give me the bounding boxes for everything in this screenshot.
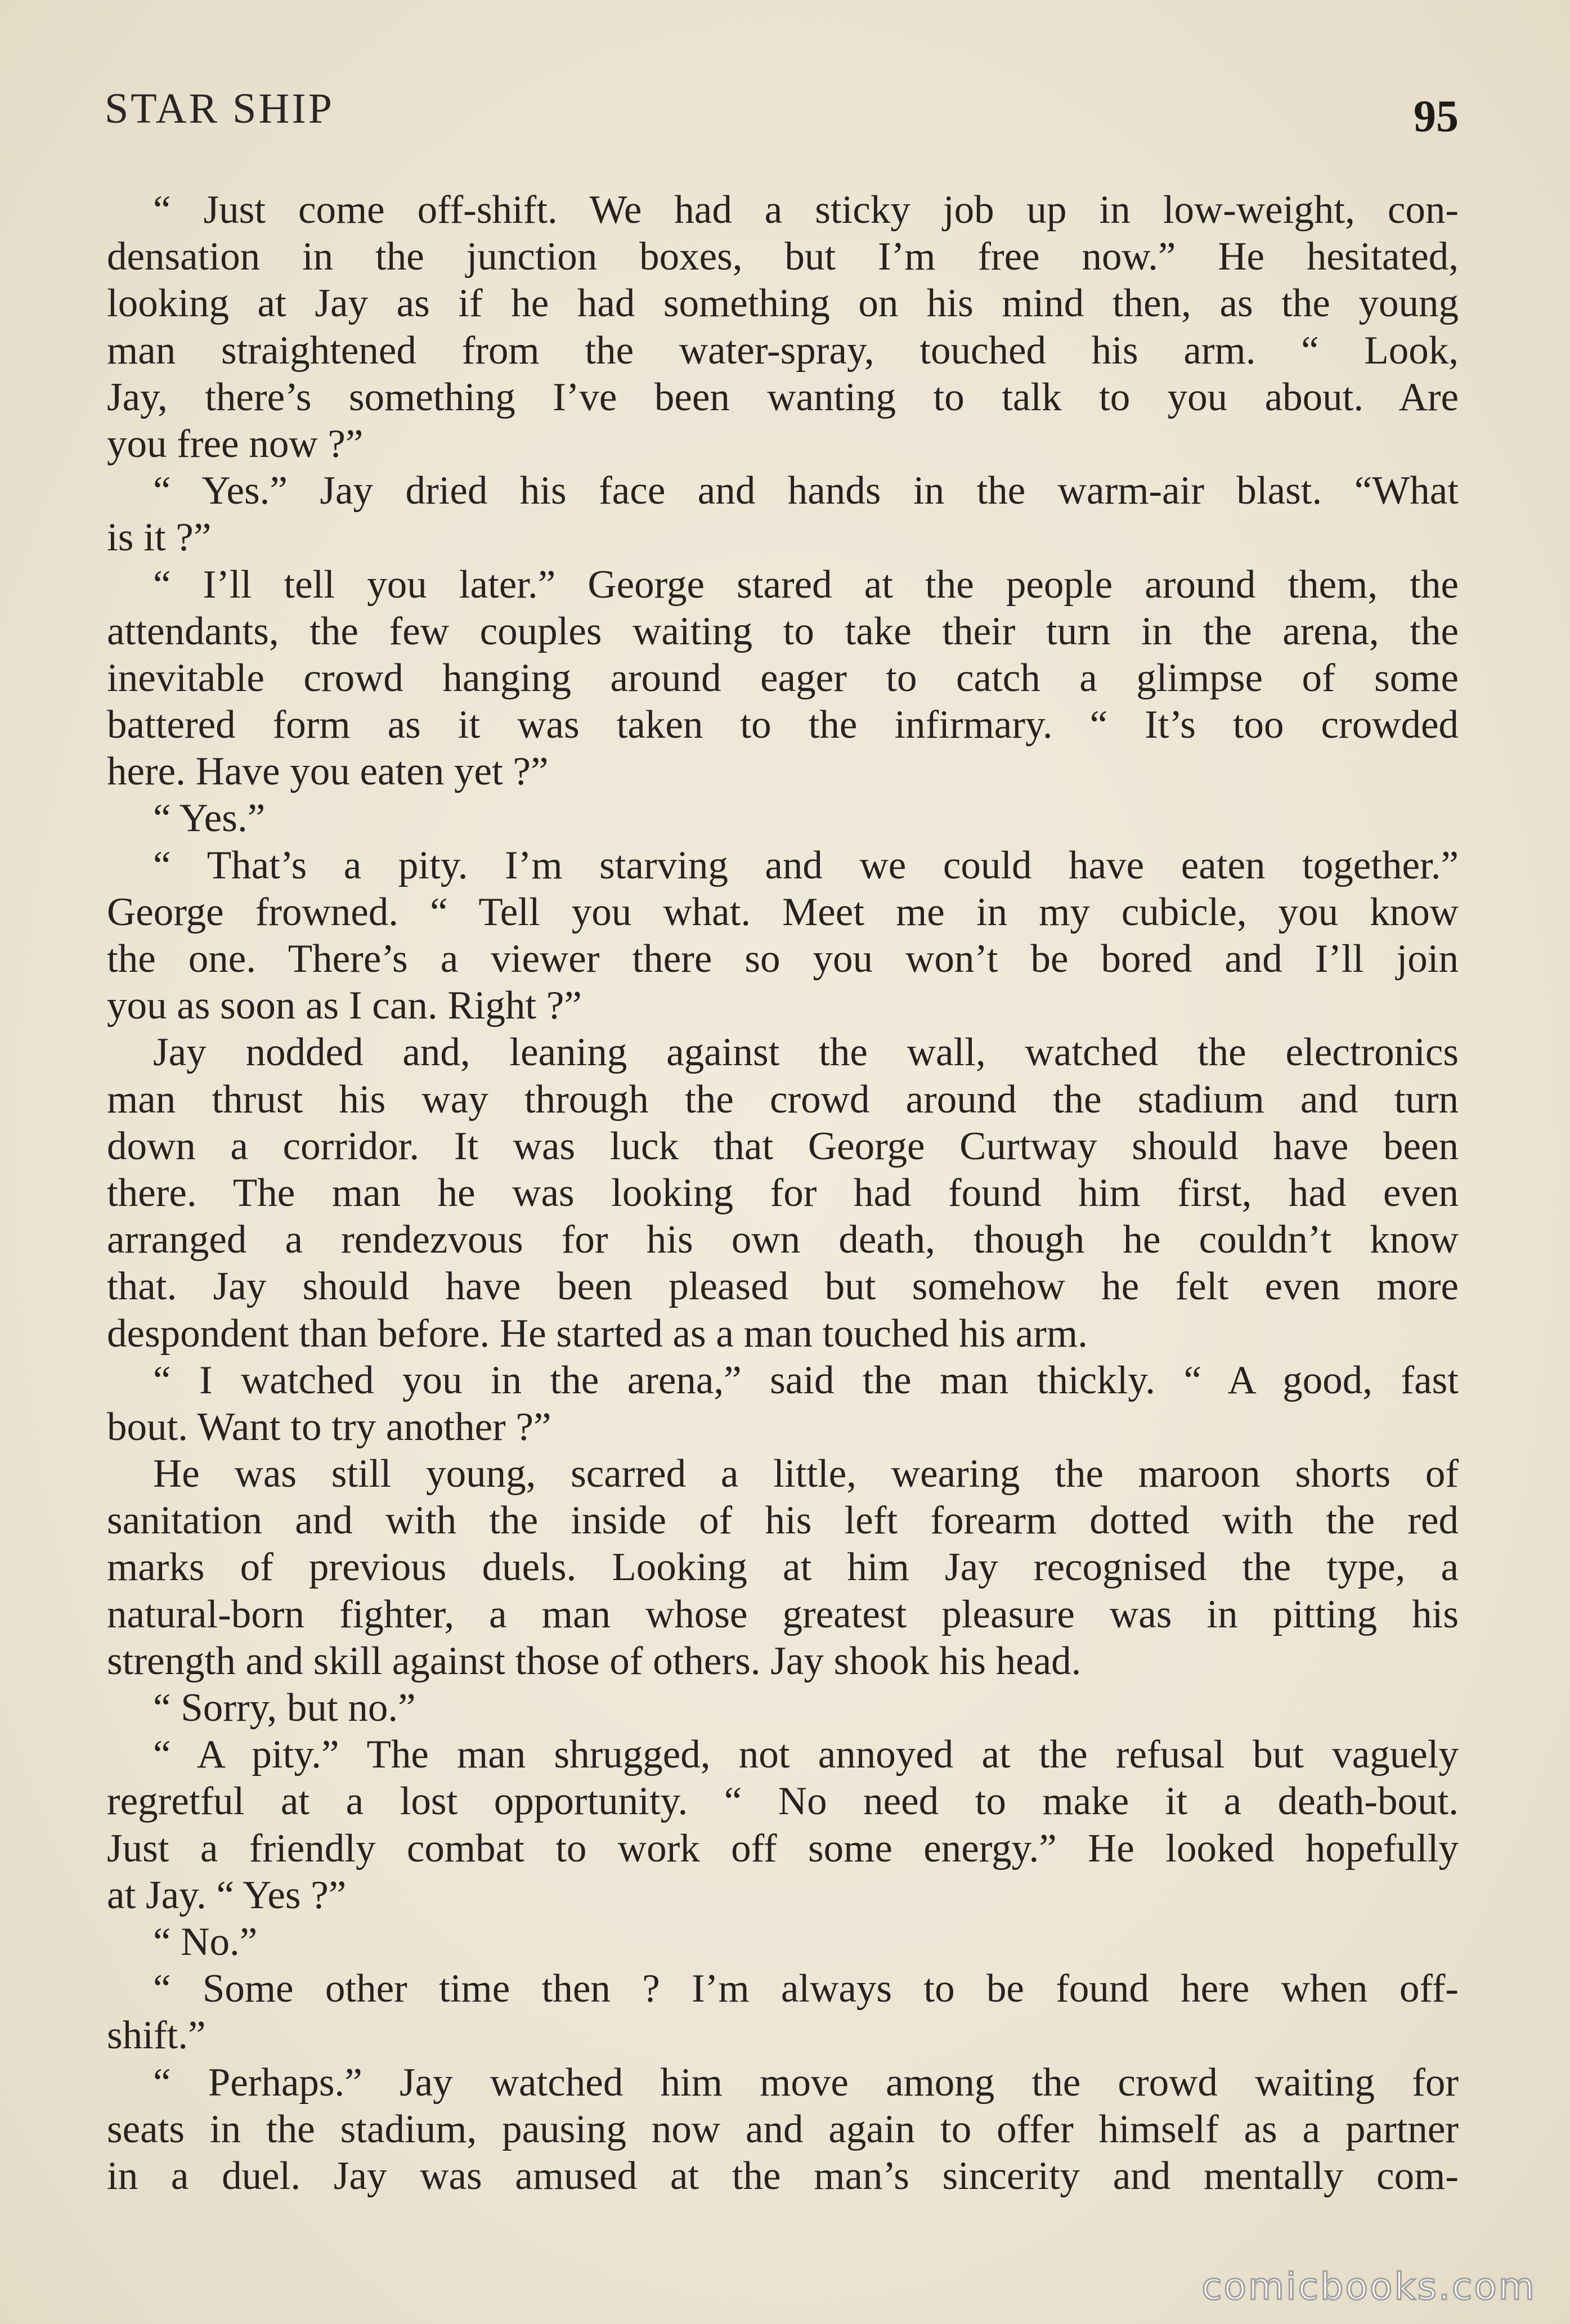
text-line: sanitation and with the inside of his left forearm dotted with the red — [107, 1499, 1459, 1543]
text-line: marks of previous duels. Looking at him Jay recognised the type, a — [107, 1545, 1459, 1590]
text-line: here. Have you eaten yet ?” — [107, 750, 549, 794]
text-line: down a corridor. It was luck that George Curtway should have been — [107, 1124, 1459, 1168]
text-line: Jay, there’s something I’ve been wanting to talk to you about. Are — [107, 375, 1459, 419]
text-line: natural-born fighter, a man whose greatest pleasure was in pitting his — [107, 1592, 1459, 1636]
watermark: comicbooks.com — [1201, 2265, 1536, 2308]
body-text — [107, 187, 1459, 2200]
text-line: battered form as it was taken to the infirmary. “ It’s too crowded — [107, 703, 1459, 747]
text-line: “ I’ll tell you later.” George stared at the people around them, the — [153, 562, 1459, 607]
text-line: that. Jay should have been pleased but somehow he felt even more — [107, 1264, 1459, 1309]
text-line: “ That’s a pity. I’m starving and we could have eaten together.” — [153, 843, 1459, 887]
text-line: Jay nodded and, leaning against the wall, watched the electronics — [153, 1030, 1459, 1075]
text-line: you free now ?” — [107, 421, 364, 466]
text-line: the one. There’s a viewer there so you won’t be bored and I’ll join — [107, 937, 1459, 981]
text-line: despondent than before. He started as a man touched his arm. — [107, 1311, 1088, 1356]
text-line: seats in the stadium, pausing now and again to offer himself as a partner — [107, 2107, 1459, 2151]
text-line: “ Yes.” — [153, 796, 266, 841]
text-line: arranged a rendezvous for his own death, though he couldn’t know — [107, 1218, 1459, 1262]
text-line: George frowned. “ Tell you what. Meet me in my cubicle, you know — [107, 890, 1459, 934]
text-line: strength and skill against those of others. Jay shook his head. — [107, 1639, 1082, 1683]
text-line: shift.” — [107, 2013, 206, 2058]
text-line: densation in the junction boxes, but I’m free now.” He hesitated, — [107, 235, 1459, 279]
page-number: 95 — [1414, 92, 1459, 141]
text-line: “ Just come off-shift. We had a sticky job up in low-weight, con- — [153, 188, 1459, 232]
text-line: He was still young, scarred a little, wearing the maroon shorts of — [153, 1452, 1459, 1496]
text-line: man straightened from the water-spray, touched his arm. “ Look, — [107, 328, 1459, 373]
text-line: at Jay. “ Yes ?” — [107, 1873, 347, 1917]
text-line: in a duel. Jay was amused at the man’s sincerity and mentally com- — [107, 2153, 1459, 2198]
text-line: Just a friendly combat to work off some energy.” He looked hopefully — [107, 1826, 1459, 1870]
text-line: you as soon as I can. Right ?” — [107, 984, 582, 1028]
text-line: inevitable crowd hanging around eager to catch a glimpse of some — [107, 656, 1459, 700]
text-line: attendants, the few couples waiting to take their turn in the arena, the — [107, 609, 1459, 653]
text-line: “ Some other time then ? I’m always to be found here when off- — [153, 1967, 1459, 2011]
text-line: regretful at a lost opportunity. “ No need to make it a death-bout. — [107, 1779, 1459, 1824]
text-line: “ A pity.” The man shrugged, not annoyed at the refusal but vaguely — [153, 1733, 1459, 1777]
text-line: there. The man he was looking for had found him first, had even — [107, 1170, 1459, 1215]
text-line: “ Sorry, but no.” — [153, 1686, 416, 1730]
text-line: man thrust his way through the crowd around the stadium and turn — [107, 1077, 1459, 1121]
text-line: bout. Want to try another ?” — [107, 1405, 551, 1449]
text-line: “ No.” — [153, 1919, 258, 1964]
running-head: STAR SHIP — [105, 85, 334, 132]
text-line: is it ?” — [107, 515, 212, 560]
text-line: looking at Jay as if he had something on his mind then, as the young — [107, 281, 1459, 326]
text-line: “ Yes.” Jay dried his face and hands in the warm-air blast. “What — [153, 469, 1459, 513]
text-line: “ I watched you in the arena,” said the man thickly. “ A good, fast — [153, 1358, 1459, 1402]
text-line: “ Perhaps.” Jay watched him move among the crowd waiting for — [153, 2060, 1459, 2105]
